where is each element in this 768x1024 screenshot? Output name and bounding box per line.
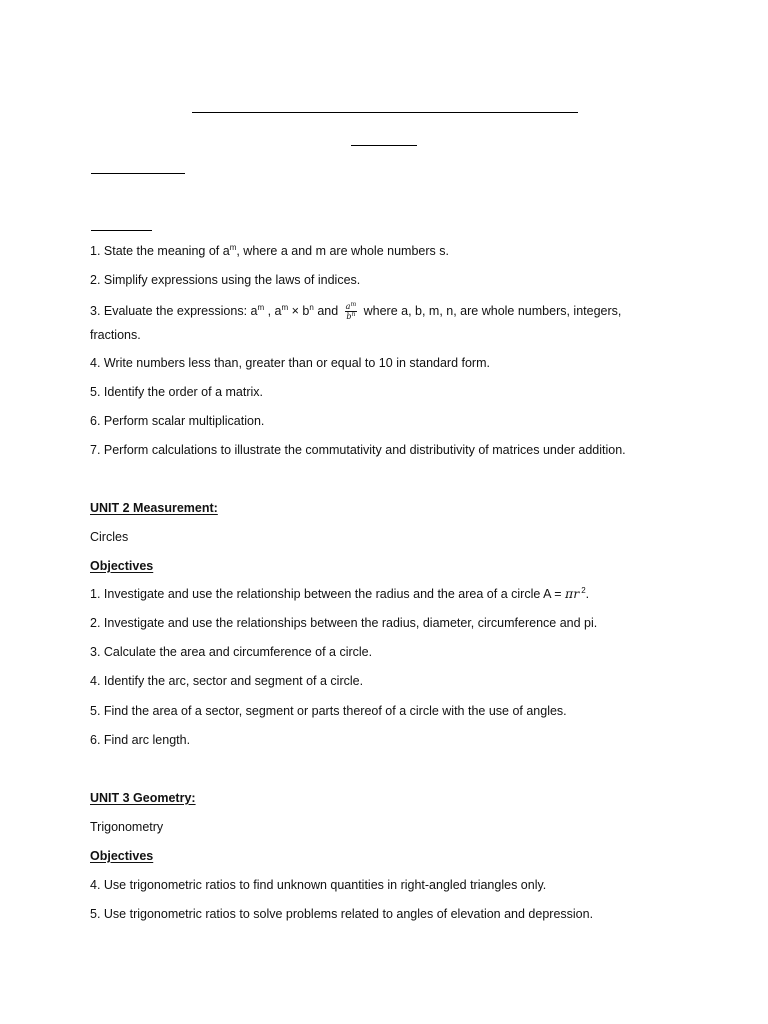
unit2-objective-4: 4. Identify the arc, sector and segment of a circle. (90, 674, 364, 688)
unit1-objective-5: 5. Identify the order of a matrix. (90, 385, 263, 399)
title-rule (192, 112, 578, 113)
unit1-objective-3: 3. Evaluate the expressions: $a^m$ , $a^m \times b^n$ and $\frac{a^m}{b^n}$ where a, b, m, n, are whole numbers, integers, (90, 301, 622, 322)
unit2-objective-3: 3. Calculate the area and circumference of a circle. (90, 645, 373, 659)
unit3-topic: Trigonometry (90, 820, 164, 834)
section-heading-rule (91, 173, 185, 174)
unit3-objectives-heading: Objectives (90, 849, 154, 863)
unit3-objective-4: 4. Use trigonometric ratios to find unknown quantities in right-angled triangles only. (90, 878, 547, 892)
unit1-objective-1: 1. State the meaning of $a^m$, where a and m are whole numbers s. (90, 243, 449, 258)
unit2-heading: UNIT 2 Measurement: (90, 501, 218, 515)
area-formula: πr (564, 586, 580, 601)
unit2-objective-2: 2. Investigate and use the relationships between the radius, diameter, circumference and pi. (90, 616, 598, 630)
unit3-heading: UNIT 3 Geometry: (90, 791, 196, 805)
unit2-objective-5: 5. Find the area of a sector, segment or parts thereof of a circle with the use of angles. (90, 704, 567, 718)
objectives-heading-rule (91, 230, 152, 231)
unit2-objectives-heading: Objectives (90, 559, 154, 573)
unit1-objective-2: 2. Simplify expressions using the laws of indices. (90, 273, 361, 287)
unit1-objective-4: 4. Write numbers less than, greater than or equal to 10 in standard form. (90, 356, 490, 370)
unit2-objective-1: 1. Investigate and use the relationship between the radius and the area of a circle A = πr $^2$. (90, 586, 590, 601)
subtitle-rule (351, 145, 417, 146)
unit2-topic: Circles (90, 530, 129, 544)
unit1-objective-3-cont: fractions. (90, 328, 141, 342)
unit1-objective-7: 7. Perform calculations to illustrate the commutativity and distributivity of matrices under addition. (90, 443, 626, 457)
unit1-objective-6: 6. Perform scalar multiplication. (90, 414, 265, 428)
fraction-a-m-over-b-n: $\frac{a^m}{b^n}$ (345, 301, 357, 322)
unit3-objective-5: 5. Use trigonometric ratios to solve problems related to angles of elevation and depression. (90, 907, 594, 921)
unit2-objective-6: 6. Find arc length. (90, 733, 191, 747)
